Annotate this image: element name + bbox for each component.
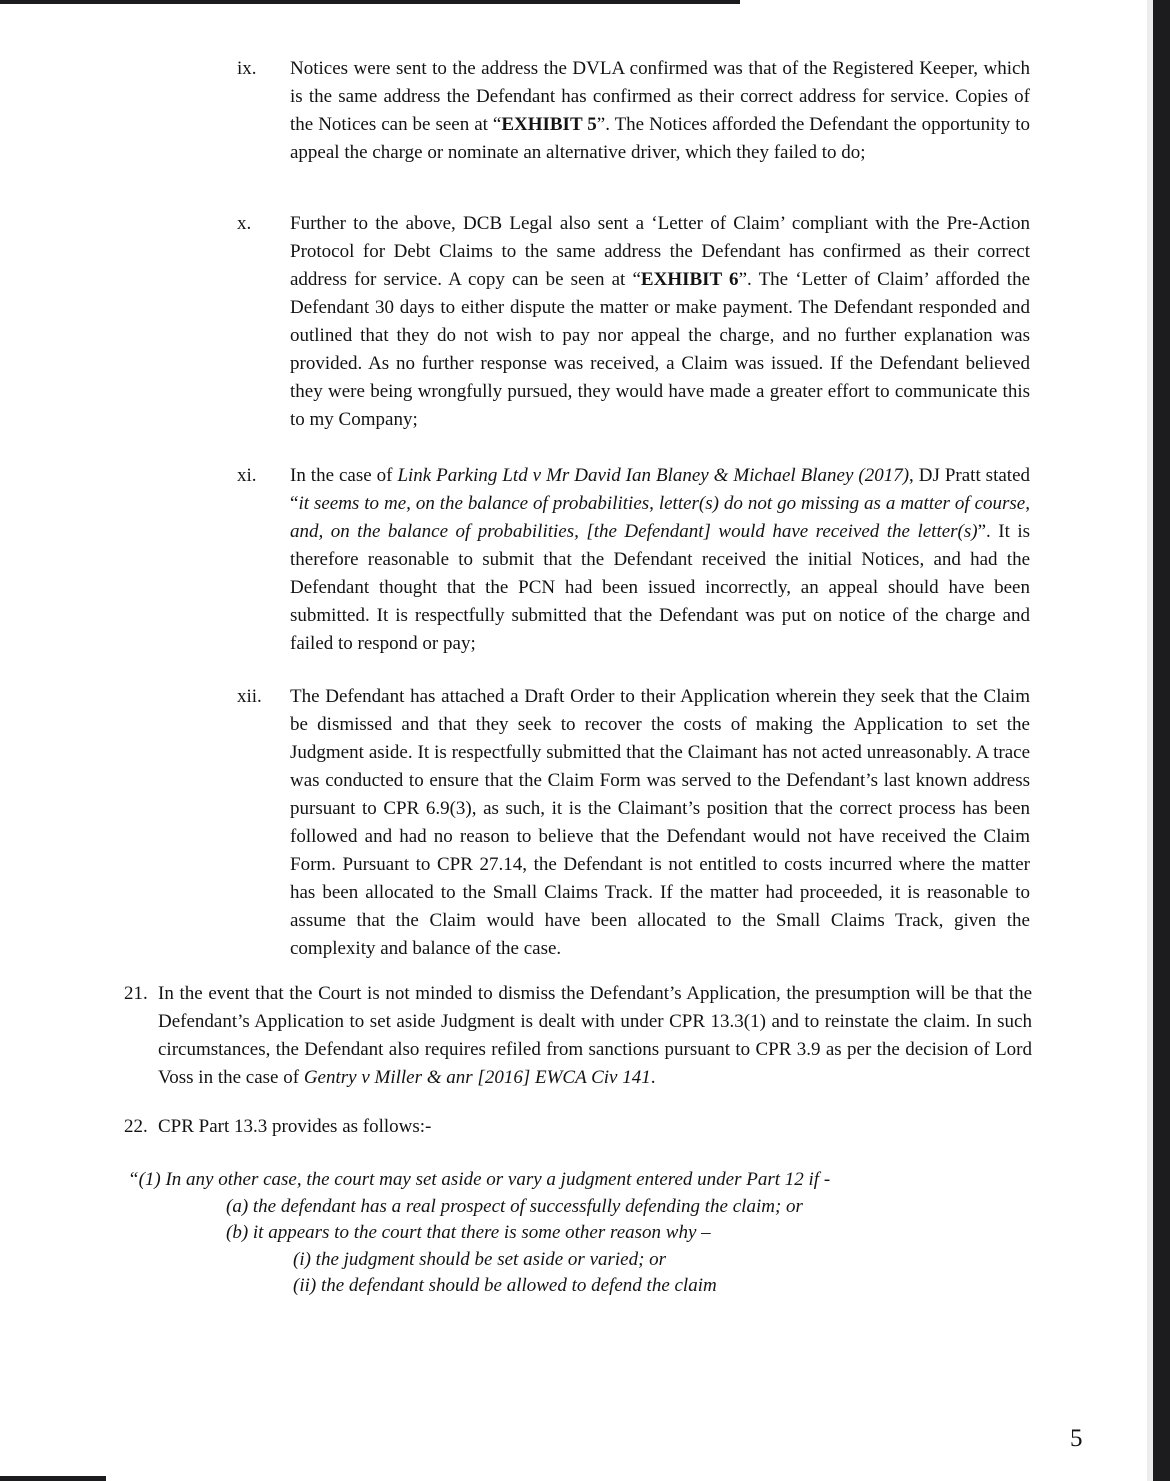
document-body — [0, 55, 1170, 1300]
quote-line-4-text: (i) the judgment should be set aside or varied; or — [293, 1248, 667, 1270]
quote-line-5-text: (ii) the defendant should be allowed to defend the claim — [293, 1275, 717, 1296]
item-ix-text: Notices were sent to the address the DVLA confirmed was that of the Registered Keeper, which is the same address the Defendant has confirmed as their correct address for service. Copies of the Notices can be seen at “EXHIBIT 5”. The Notices afforded the Defendant the opportunity to appeal the charge or nominate an alternative driver, which they failed to do; — [290, 58, 1030, 163]
quote-line-4 — [128, 1247, 1032, 1274]
para-21-label: 21. — [124, 983, 148, 1004]
item-x — [233, 210, 1030, 434]
item-x-text: Further to the above, DCB Legal also sent a ‘Letter of Claim’ compliant with the Pre-Action Protocol for Debt Claims to the same address the Defendant has confirmed as their correct address for service. A copy can be seen at “EXHIBIT 6”. The ‘Letter of Claim’ afforded the Defendant 30 days to either dispute the matter or make payment. The Defendant responded and outlined that they do not wish to pay nor appeal the charge, and no further explanation was provided. As no further response was received, a Claim was issued. If the Defendant believed they were being wrongfully pursued, they would have made a greater effort to communicate this to my Company; — [290, 213, 1031, 430]
scan-edge-top-artifact — [0, 0, 740, 4]
quote-line-1-text: “(1) In any other case, the court may set aside or vary a judgment entered under Part 12 if - — [128, 1169, 831, 1190]
quote-line-1 — [128, 1167, 1032, 1194]
quote-line-2 — [128, 1194, 1032, 1221]
quote-line-5 — [128, 1273, 1032, 1300]
para-22-label: 22. — [124, 1116, 148, 1137]
item-x-label: x. — [237, 213, 252, 234]
item-xi-label: xi. — [237, 465, 257, 486]
item-ix — [233, 55, 1030, 167]
item-xii — [233, 683, 1030, 963]
scan-edge-bottom-left-artifact — [0, 1476, 106, 1481]
item-xii-label: xii. — [237, 686, 262, 707]
item-xi-text: In the case of Link Parking Ltd v Mr David Ian Blaney & Michael Blaney (2017), DJ Pratt stated “it seems to me, on the balance of probabilities, letter(s) do not go missing as a matter of course, and, on the balance of probabilities, [the Defendant] would have received the letter(s)”. It is therefore reasonable to submit that the Defendant received the initial Notices, and had the Defendant thought that the PCN had been issued incorrectly, an appeal should have been submitted. It is respectfully submitted that the Defendant was put on notice of the charge and failed to respond or pay; — [290, 465, 1031, 654]
quote-line-2-text: (a) the defendant has a real prospect of successfully defending the claim; or — [226, 1195, 803, 1217]
quote-line-3 — [128, 1220, 1032, 1247]
item-xii-text: The Defendant has attached a Draft Order to their Application wherein they seek that the Claim be dismissed and that they seek to recover the costs of making the Application to set the Judgment aside. It is respectfully submitted that the Claimant has not acted unreasonably. A trace was conducted to ensure that the Claim Form was served to the Defendant’s last known address pursuant to CPR 6.9(3), as such, it is the Claimant’s position that the correct process has been followed and had no reason to believe that the Defendant would not have received the Claim Form. Pursuant to CPR 27.14, the Defendant is not entitled to costs incurred where the matter has been allocated to the Small Claims Track. If the matter had proceeded, it is reasonable to assume that the Claim would have been allocated to the Small Claims Track, given the complexity and balance of the case. — [290, 686, 1030, 959]
para-22-text: CPR Part 13.3 provides as follows:- — [158, 1116, 432, 1137]
quote-line-3-text: (b) it appears to the court that there is some other reason why – — [226, 1222, 711, 1243]
item-ix-label: ix. — [237, 58, 257, 79]
item-xi — [233, 462, 1030, 658]
para-21-text: In the event that the Court is not minded to dismiss the Defendant’s Application, the presumption will be that the Defendant’s Application to set aside Judgment is dealt with under CPR 13.3(1) and to reinstate the claim. In such circumstances, the Defendant also requires refiled from sanctions pursuant to CPR 3.9 as per the decision of Lord Voss in the case of Gentry v Miller & anr [2016] EWCA Civ 141. — [158, 983, 1032, 1088]
para-22 — [124, 1113, 1032, 1141]
page-number: 5 — [1070, 1425, 1083, 1452]
para-21 — [124, 980, 1032, 1092]
